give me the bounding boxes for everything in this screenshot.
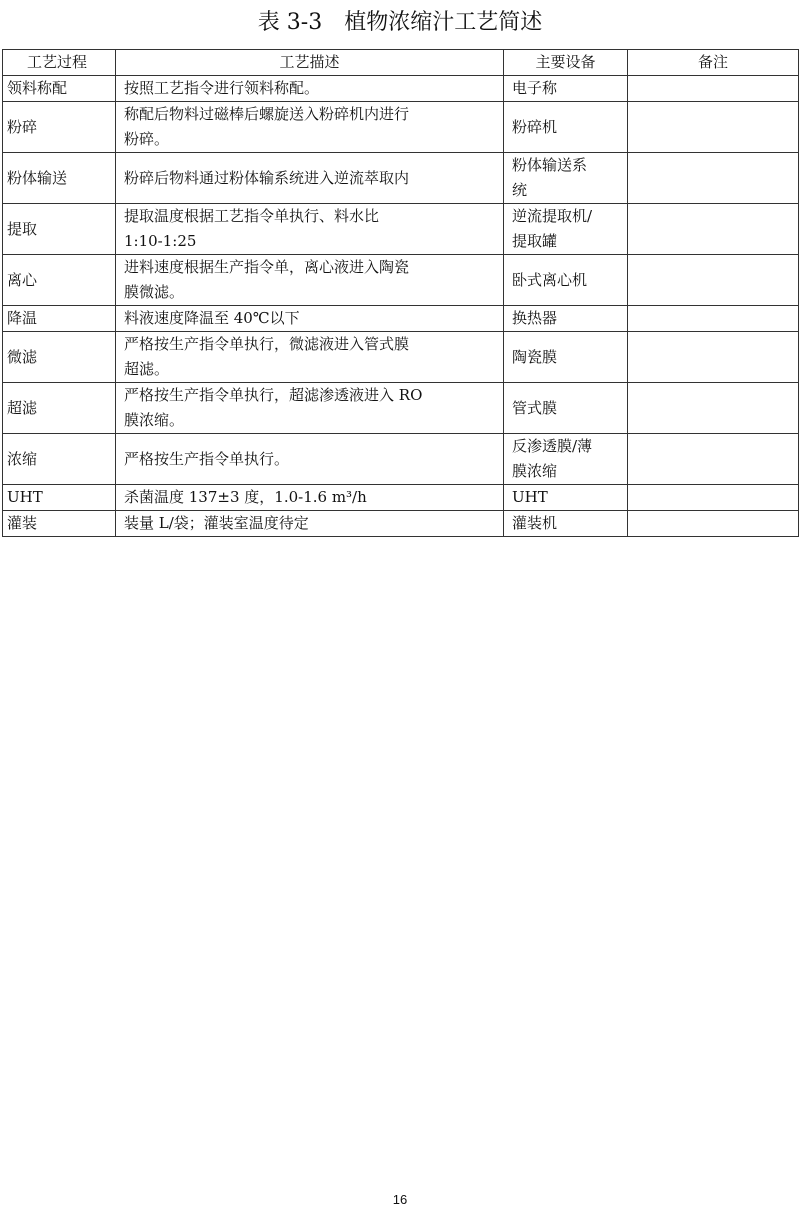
equipment-cell (504, 511, 628, 537)
process-cell: 降温 (3, 306, 116, 332)
description-cell (116, 153, 504, 204)
equipment-cell (504, 76, 628, 102)
description-line: 进料速度根据生产指令单，离心液进入陶瓷 (124, 258, 410, 276)
table-row (3, 332, 799, 383)
description-cell (116, 255, 504, 306)
process-cell: 领料称配 (3, 76, 116, 102)
note-cell (628, 511, 799, 537)
description-cell (116, 511, 504, 537)
equipment-line: 统 (512, 181, 528, 199)
process-cell: 浓缩 (3, 434, 116, 485)
description-line: 称配后物料过磁棒后螺旋送入粉碎机内进行 (124, 105, 410, 123)
process-cell: 粉体输送 (3, 153, 116, 204)
process-cell: 微滤 (3, 332, 116, 383)
equipment-line: 陶瓷膜 (512, 347, 558, 366)
table-row (3, 306, 799, 332)
table-title: 表 3-3 植物浓缩汁工艺简述 (257, 10, 543, 35)
table-row (3, 204, 799, 255)
note-cell (628, 383, 799, 434)
header-description: 工艺描述 (116, 50, 504, 76)
equipment-line: 提取罐 (512, 232, 558, 250)
description-cell (116, 204, 504, 255)
equipment-cell (504, 255, 628, 306)
note-cell (628, 332, 799, 383)
note-cell (628, 306, 799, 332)
description-cell (116, 383, 504, 434)
equipment-line: UHT (512, 488, 548, 506)
note-cell (628, 485, 799, 511)
header-equipment: 主要设备 (504, 50, 628, 76)
table-row (3, 153, 799, 204)
equipment-line: 灌装机 (512, 514, 558, 532)
equipment-line: 换热器 (512, 309, 558, 327)
description-cell (116, 434, 504, 485)
description-line: 严格按生产指令单执行。 (124, 449, 290, 468)
description-line: 严格按生产指令单执行，超滤渗透液进入 RO (124, 386, 423, 404)
equipment-line: 逆流提取机/ (512, 207, 593, 225)
process-table (2, 49, 799, 537)
equipment-cell (504, 204, 628, 255)
equipment-cell (504, 383, 628, 434)
header-note: 备注 (628, 50, 799, 76)
note-cell (628, 76, 799, 102)
note-cell (628, 102, 799, 153)
process-cell: UHT (3, 485, 116, 511)
description-cell (116, 102, 504, 153)
description-line: 料液速度降温至 40℃以下 (124, 309, 300, 327)
equipment-line: 粉碎机 (512, 117, 558, 136)
description-line: 粉碎后物料通过粉体输系统进入逆流萃取内 (124, 168, 410, 187)
equipment-line: 卧式离心机 (512, 270, 588, 289)
equipment-line: 膜浓缩 (512, 462, 558, 480)
table-row (3, 102, 799, 153)
process-cell: 提取 (3, 204, 116, 255)
table-row (3, 76, 799, 102)
description-cell (116, 332, 504, 383)
description-line: 杀菌温度 137±3 度，1.0-1.6 m³/h (124, 488, 367, 506)
process-cell: 离心 (3, 255, 116, 306)
table-row (3, 485, 799, 511)
description-cell (116, 76, 504, 102)
table-header-row (3, 50, 799, 76)
description-line: 粉碎。 (124, 130, 170, 148)
process-cell: 超滤 (3, 383, 116, 434)
description-line: 超滤。 (124, 360, 170, 378)
note-cell (628, 434, 799, 485)
description-line: 1:10-1:25 (124, 232, 197, 250)
description-line: 按照工艺指令进行领料称配。 (124, 79, 320, 97)
process-cell: 粉碎 (3, 102, 116, 153)
equipment-line: 管式膜 (512, 398, 558, 417)
description-line: 膜浓缩。 (124, 411, 185, 429)
table-row (3, 255, 799, 306)
process-cell: 灌装 (3, 511, 116, 537)
equipment-line: 电子称 (512, 79, 558, 97)
description-line: 装量 L/袋；灌装室温度待定 (124, 514, 309, 532)
description-line: 严格按生产指令单执行，微滤液进入管式膜 (124, 335, 410, 353)
description-line: 提取温度根据工艺指令单执行、料水比 (124, 207, 380, 225)
table-row (3, 511, 799, 537)
note-cell (628, 153, 799, 204)
note-cell (628, 204, 799, 255)
equipment-cell (504, 153, 628, 204)
equipment-cell (504, 434, 628, 485)
equipment-cell (504, 306, 628, 332)
equipment-cell (504, 332, 628, 383)
description-line: 膜微滤。 (124, 283, 185, 301)
description-cell (116, 485, 504, 511)
table-row (3, 434, 799, 485)
page-number: 16 (392, 1192, 408, 1207)
equipment-cell (504, 485, 628, 511)
equipment-cell (504, 102, 628, 153)
equipment-line: 粉体输送系 (512, 156, 588, 174)
note-cell (628, 255, 799, 306)
header-process: 工艺过程 (3, 50, 116, 76)
equipment-line: 反渗透膜/薄 (512, 437, 593, 455)
table-row (3, 383, 799, 434)
description-cell (116, 306, 504, 332)
